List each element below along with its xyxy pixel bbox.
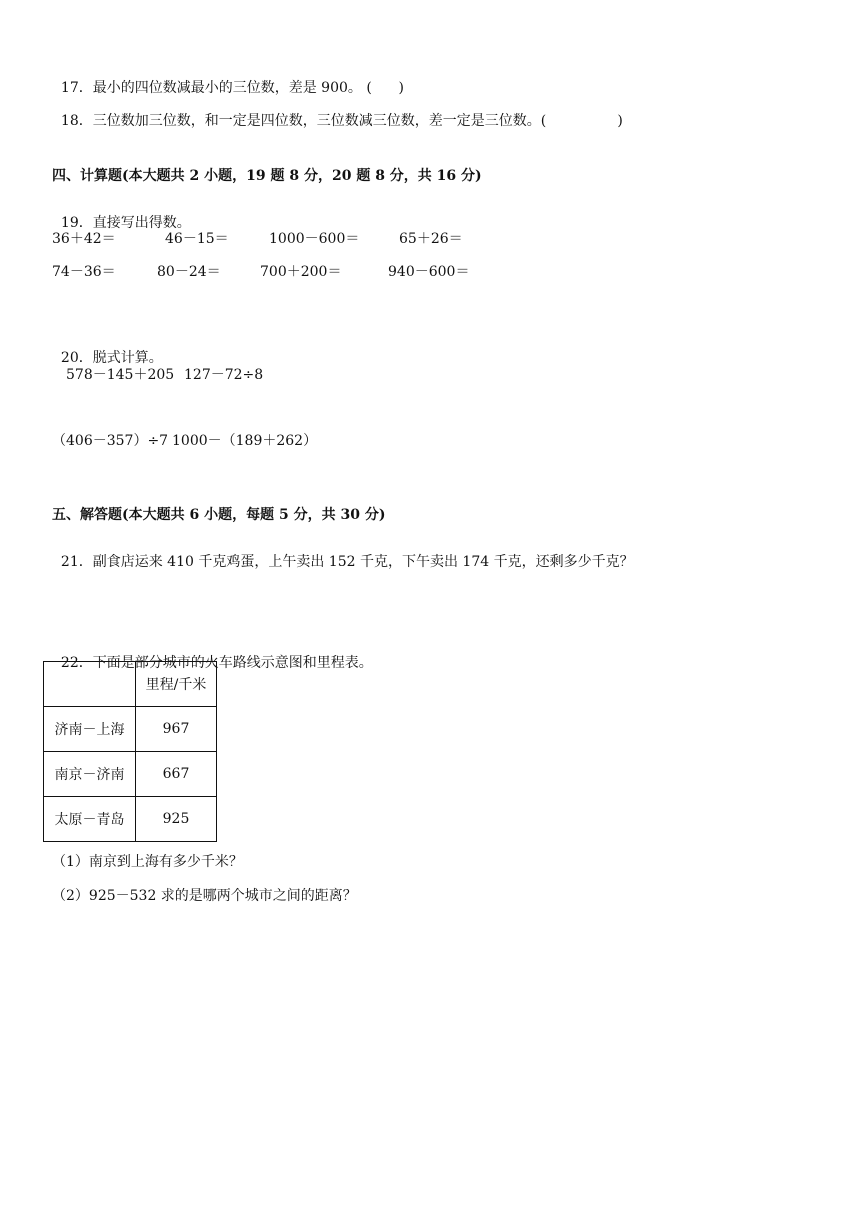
question-text: 直接写出得数。 bbox=[92, 215, 191, 231]
question-number: 20． bbox=[60, 350, 93, 366]
question-text: 最小的四位数减最小的三位数，差是 900。 ( ) bbox=[92, 80, 404, 96]
question-number: 19． bbox=[60, 215, 93, 231]
question-number: 21． bbox=[60, 554, 93, 570]
calc-item: 46－15＝ bbox=[165, 231, 229, 247]
calc-item: 1000－600＝ bbox=[269, 231, 360, 247]
table-cell: 925 bbox=[136, 797, 217, 842]
question-text: 三位数加三位数，和一定是四位数，三位数减三位数，差一定是三位数。( ) bbox=[92, 113, 623, 129]
table-row bbox=[44, 752, 217, 797]
table-cell: 967 bbox=[136, 707, 217, 752]
calc-item: 940－600＝ bbox=[388, 264, 470, 280]
calc-item: 1000－（189＋262） bbox=[172, 433, 318, 449]
table-cell: 济南－上海 bbox=[44, 707, 136, 752]
calc-item: 36＋42＝ bbox=[52, 231, 116, 247]
calc-item: 80－24＝ bbox=[157, 264, 221, 280]
question-22-sub-2: （2）925－532 求的是哪两个城市之间的距离？ bbox=[52, 888, 357, 904]
calc-item: 127－72÷8 bbox=[184, 367, 264, 383]
question-text: 下面是部分城市的火车路线示意图和里程表。 bbox=[92, 655, 373, 671]
table-cell: 里程/千米 bbox=[136, 662, 217, 707]
question-text: 副食店运来 410 千克鸡蛋，上午卖出 152 千克，下午卖出 174 千克，还剩多少千克？ bbox=[92, 554, 634, 570]
question-18 bbox=[52, 94, 623, 130]
section-5-title: 五、解答题(本大题共 6 小题，每题 5 分，共 30 分) bbox=[52, 507, 386, 523]
question-17 bbox=[52, 61, 404, 97]
calc-item: 578－145＋205 bbox=[66, 367, 175, 383]
question-21 bbox=[52, 535, 634, 571]
question-number: 22． bbox=[60, 655, 93, 671]
table-row bbox=[44, 797, 217, 842]
question-number: 17． bbox=[60, 80, 93, 96]
question-number: 18． bbox=[60, 113, 93, 129]
table-header-row bbox=[44, 662, 217, 707]
table-cell: 太原－青岛 bbox=[44, 797, 136, 842]
table-cell bbox=[44, 662, 136, 707]
calc-item: 700＋200＝ bbox=[260, 264, 342, 280]
table-cell: 南京－济南 bbox=[44, 752, 136, 797]
mileage-table bbox=[43, 661, 217, 842]
calc-item: 65＋26＝ bbox=[399, 231, 463, 247]
section-4-title: 四、计算题(本大题共 2 小题，19 题 8 分，20 题 8 分，共 16 分) bbox=[52, 168, 482, 184]
question-text: 脱式计算。 bbox=[92, 350, 163, 366]
question-20 bbox=[52, 331, 163, 367]
question-19 bbox=[52, 196, 191, 232]
table-row bbox=[44, 707, 217, 752]
table-cell: 667 bbox=[136, 752, 217, 797]
question-22-sub-1: （1）南京到上海有多少千米？ bbox=[52, 854, 243, 870]
calc-item: 74－36＝ bbox=[52, 264, 116, 280]
calc-item: （406－357）÷7 bbox=[52, 433, 169, 449]
